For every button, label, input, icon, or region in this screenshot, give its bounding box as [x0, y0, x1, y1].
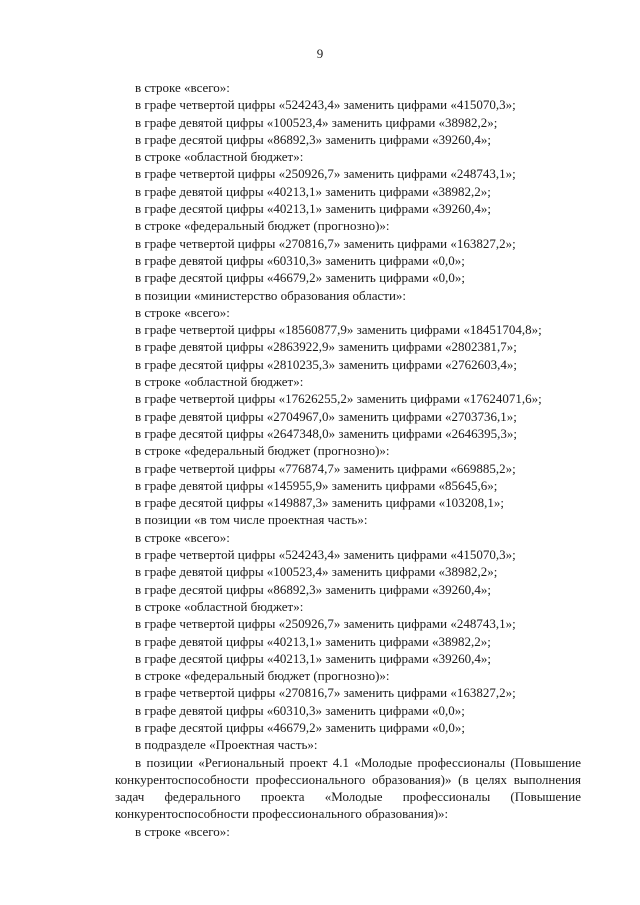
document-line: в графе четвертой цифры «17626255,2» заменить цифрами «17624071,6»; [135, 391, 542, 407]
document-line: в графе девятой цифры «145955,9» заменить цифрами «85645,6»; [135, 477, 498, 493]
document-line: в графе девятой цифры «60310,3» заменить цифрами «0,0»; [135, 702, 465, 718]
document-line: в позиции «министерство образования области»: [135, 287, 407, 303]
document-line: в графе четвертой цифры «18560877,9» заменить цифрами «18451704,8»; [135, 322, 542, 338]
document-line: в графе десятой цифры «149887,3» заменить цифрами «103208,1»; [135, 495, 505, 511]
document-line: в строке «всего»: [135, 529, 230, 545]
document-line: в строке «всего»: [135, 823, 230, 839]
document-line: в строке «федеральный бюджет (прогнозно)»: [135, 668, 390, 684]
document-line: в графе четвертой цифры «250926,7» заменить цифрами «248743,1»; [135, 616, 516, 632]
document-line: в графе десятой цифры «2647348,0» заменить цифрами «2646395,3»; [135, 425, 518, 441]
document-line: в графе четвертой цифры «270816,7» заменить цифрами «163827,2»; [135, 235, 516, 251]
document-line: в графе десятой цифры «86892,3» заменить цифрами «39260,4»; [135, 581, 492, 597]
document-line: в графе десятой цифры «86892,3» заменить цифрами «39260,4»; [135, 131, 492, 147]
document-line: в графе девятой цифры «2863922,9» заменить цифрами «2802381,7»; [135, 339, 517, 355]
document-line: в графе десятой цифры «46679,2» заменить цифрами «0,0»; [135, 719, 466, 735]
document-line: в графе четвертой цифры «270816,7» заменить цифрами «163827,2»; [135, 685, 516, 701]
document-line: в строке «всего»: [135, 304, 230, 320]
document-line: в строке «областной бюджет»: [135, 598, 304, 614]
document-line: в подразделе «Проектная часть»: [135, 737, 318, 753]
amendment-lines [115, 79, 581, 754]
document-line: в графе десятой цифры «46679,2» заменить цифрами «0,0»; [135, 270, 466, 286]
page-number: 9 [316, 46, 324, 61]
document-line: в строке «областной бюджет»: [135, 149, 304, 165]
document-line: в графе девятой цифры «100523,4» заменить цифрами «38982,2»; [135, 114, 498, 130]
document-line: в графе четвертой цифры «250926,7» заменить цифрами «248743,1»; [135, 166, 516, 182]
document-line: в строке «федеральный бюджет (прогнозно)»: [135, 443, 390, 459]
document-line: в графе десятой цифры «2810235,3» заменить цифрами «2762603,4»; [135, 356, 518, 372]
document-line: в строке «всего»: [135, 80, 230, 95]
document-line: в графе девятой цифры «2704967,0» заменить цифрами «2703736,1»; [135, 408, 517, 424]
document-line: в графе четвертой цифры «524243,4» заменить цифрами «415070,3»; [135, 547, 516, 563]
document-line: в графе четвертой цифры «776874,7» заменить цифрами «669885,2»; [135, 460, 516, 476]
document-line: в графе девятой цифры «100523,4» заменить цифрами «38982,2»; [135, 564, 498, 580]
document-line: в графе девятой цифры «60310,3» заменить цифрами «0,0»; [135, 252, 465, 268]
paragraph-regional-project: в позиции «Региональный проект 4.1 «Молодые профессионалы (Повышение конкурентоспособности профессионального образования)» (в целях выполнения задач федерального проекта «Молодые профессионалы (Повышение конкурентоспособности профессионального образования)»: [115, 754, 581, 822]
document-line: в строке «федеральный бюджет (прогнозно)»: [135, 218, 390, 234]
document-line: в позиции «в том числе проектная часть»: [135, 512, 368, 528]
document-line: в графе девятой цифры «40213,1» заменить цифрами «38982,2»; [135, 633, 491, 649]
document-line: в графе девятой цифры «40213,1» заменить цифрами «38982,2»; [135, 183, 491, 199]
document-line: в графе десятой цифры «40213,1» заменить цифрами «39260,4»; [135, 650, 492, 666]
document-body [115, 79, 581, 840]
document-line: в строке «областной бюджет»: [135, 374, 304, 390]
document-line: в графе десятой цифры «40213,1» заменить цифрами «39260,4»; [135, 201, 492, 217]
document-line: в графе четвертой цифры «524243,4» заменить цифрами «415070,3»; [135, 97, 516, 113]
